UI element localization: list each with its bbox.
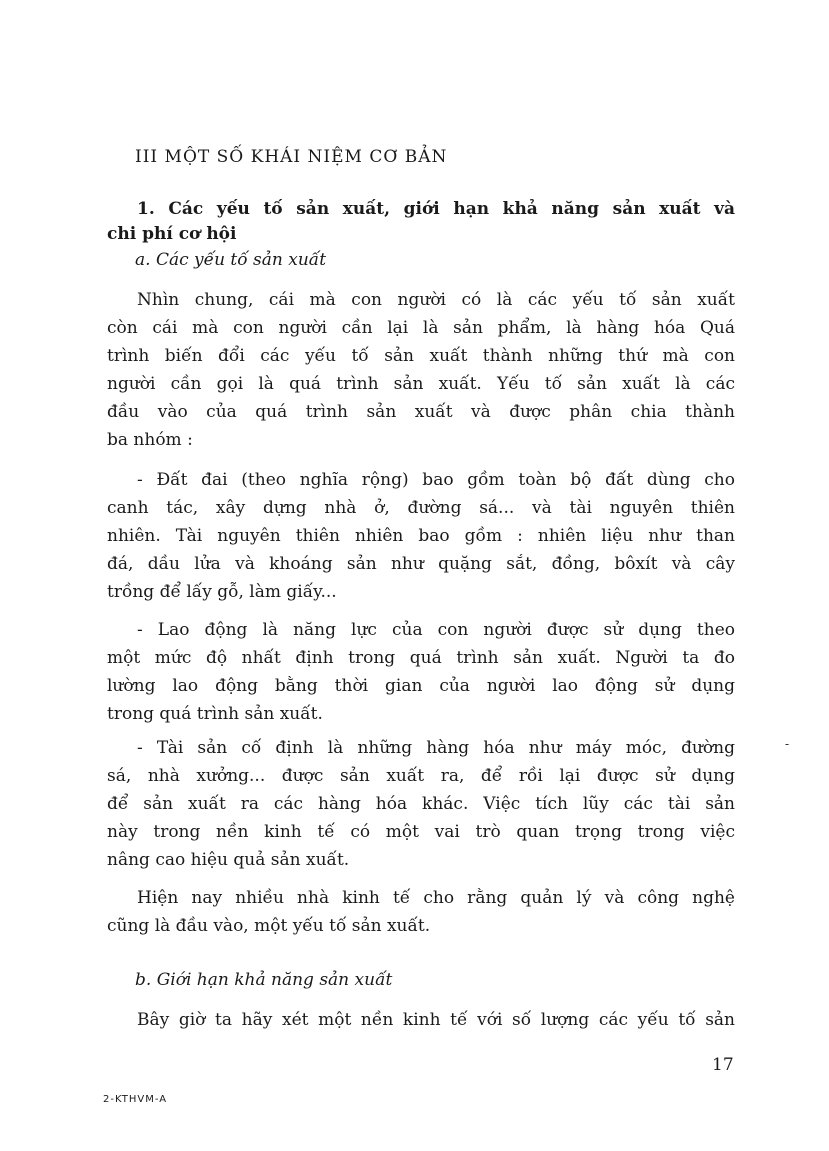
body-line: cũng là đầu vào, một yếu tố sản xuất. [107,916,431,936]
section-title: III MỘT SỐ KHÁI NIỆM CƠ BẢN [135,147,448,167]
body-line: để sản xuất ra các hàng hóa khác. Việc tích lũy các tài sản [107,794,735,814]
body-line: trồng để lấy gỗ, làm giấy... [107,582,337,602]
body-line: trình biến đổi các yếu tố sản xuất thành những thứ mà con [107,346,735,366]
body-line: Nhìn chung, cái mà con người có là các yếu tố sản xuất [137,290,735,310]
body-line: người cần gọi là quá trình sản xuất. Yếu tố sản xuất là các [107,374,735,394]
body-line: Hiện nay nhiều nhà kinh tế cho rằng quản lý và công nghệ [137,888,735,908]
body-line: ba nhóm : [107,430,193,450]
body-line: đầu vào của quá trình sản xuất và được phân chia thành [107,402,735,422]
part-a-title: a. Các yếu tố sản xuất [135,250,327,270]
subsection-heading-line-1: 1. Các yếu tố sản xuất, giới hạn khả năng sản xuất và [137,199,735,219]
margin-mark: - [785,737,790,751]
body-line: đá, dầu lửa và khoáng sản như quặng sắt, đồng, bôxít và cây [107,554,735,574]
page-number: 17 [712,1055,734,1075]
body-line: canh tác, xây dựng nhà ở, đường sá... và tài nguyên thiên [107,498,735,518]
body-line: trong quá trình sản xuất. [107,704,323,724]
body-line: nhiên. Tài nguyên thiên nhiên bao gồm : nhiên liệu như than [107,526,735,546]
body-line: nâng cao hiệu quả sản xuất. [107,850,350,870]
body-line: lường lao động bằng thời gian của người lao động sử dụng [107,676,735,696]
body-line: - Lao động là năng lực của con người được sử dụng theo [137,620,735,640]
body-line: sá, nhà xưởng... được sản xuất ra, để rồi lại được sử dụng [107,766,735,786]
body-line: còn cái mà con người cần lại là sản phẩm, là hàng hóa Quá [107,318,735,338]
part-b-title: b. Giới hạn khả năng sản xuất [135,970,393,990]
body-line: này trong nền kinh tế có một vai trò quan trọng trong việc [107,822,735,842]
footer-code: 2-KTHVM-A [103,1094,168,1105]
body-line: Bây giờ ta hãy xét một nền kinh tế với số lượng các yếu tố sản [137,1010,735,1030]
body-line: một mức độ nhất định trong quá trình sản xuất. Người ta đo [107,648,735,668]
body-line: - Đất đai (theo nghĩa rộng) bao gồm toàn bộ đất dùng cho [137,470,735,490]
body-line: - Tài sản cố định là những hàng hóa như máy móc, đường [137,738,735,758]
subsection-heading-line-2: chi phí cơ hội [107,224,237,244]
